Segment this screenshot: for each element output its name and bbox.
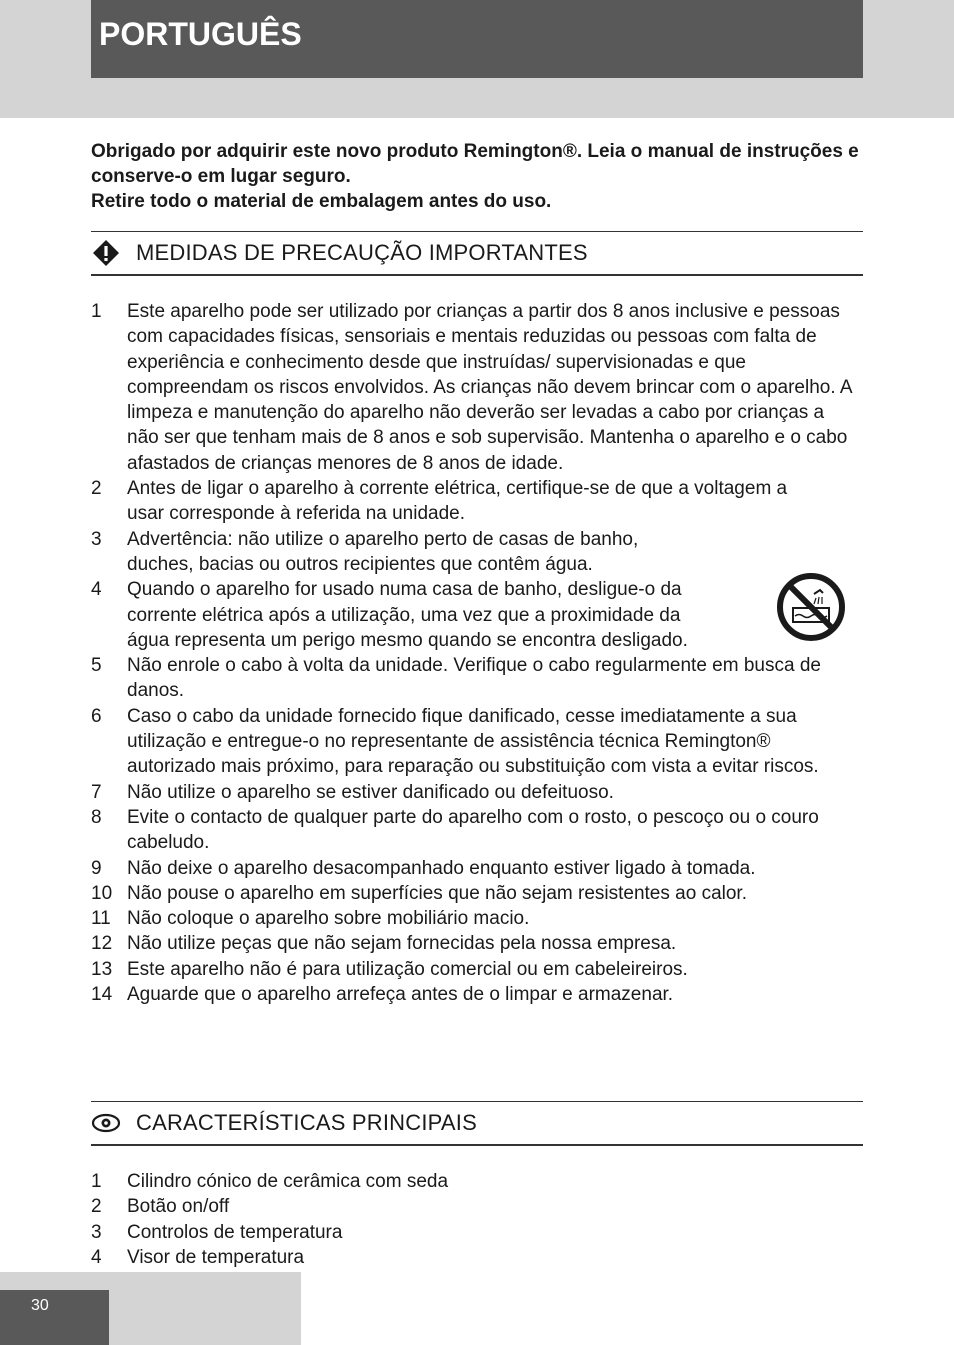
- list-item: [91, 299, 861, 476]
- intro-line-2: Retire todo o material de embalagem antes do uso.: [91, 191, 552, 212]
- list-item: [91, 577, 861, 653]
- item-text: Não utilize o aparelho se estiver danificado ou defeituoso.: [127, 781, 614, 803]
- intro-line-1: Obrigado por adquirir este novo produto Remington®. Leia o manual de instruções e conserve-o em lugar seguro.: [91, 141, 859, 187]
- item-text: Não pouse o aparelho em superfícies que não sejam resistentes ao calor.: [127, 882, 747, 904]
- item-number: 4: [91, 1246, 102, 1268]
- section-features-title: CARACTERÍSTICAS PRINCIPAIS: [136, 1110, 477, 1135]
- eye-icon: [91, 1108, 121, 1138]
- item-text: Não utilize peças que não sejam fornecidas pela nossa empresa.: [127, 933, 677, 955]
- item-number: 6: [91, 705, 102, 727]
- item-text: Evite o contacto de qualquer parte do aparelho com o rosto, o pescoço ou o couro cabeludo.: [127, 806, 819, 854]
- item-text: Advertência: não utilize o aparelho perto de casas de banho, duches, bacias ou outros recipientes que contêm água.: [127, 528, 639, 575]
- item-number: 1: [91, 301, 102, 322]
- item-number: 10: [91, 882, 113, 904]
- item-number: 13: [91, 958, 113, 980]
- list-item: [91, 881, 861, 906]
- section-features-header: [91, 1101, 863, 1146]
- list-item: [91, 931, 861, 956]
- list-item: [91, 906, 861, 931]
- item-text: Botão on/off: [127, 1196, 230, 1218]
- item-text: Aguarde que o aparelho arrefeça antes de o limpar e armazenar.: [127, 984, 674, 1006]
- list-item: [91, 527, 861, 578]
- list-item: [91, 780, 861, 805]
- page-title: PORTUGUÊS: [99, 16, 302, 52]
- list-item: [91, 1245, 861, 1270]
- item-text: Antes de ligar o aparelho à corrente elétrica, certifique-se de que a voltagem a usar corresponde à referida na unidade.: [127, 478, 788, 525]
- item-number: 5: [91, 655, 102, 677]
- item-text: Caso o cabo da unidade fornecido fique danificado, cesse imediatamente a sua utilização e entregue-o no representante de assistência técnica Remington® autorizado mais próximo, para reparação ou substituição com vista a evitar riscos.: [127, 705, 819, 778]
- item-number: 8: [91, 806, 102, 828]
- item-text: Cilindro cónico de cerâmica com seda: [127, 1171, 449, 1192]
- list-item: [91, 982, 861, 1007]
- list-item: [91, 856, 861, 881]
- item-number: 3: [91, 1221, 102, 1243]
- page-number-box: [0, 1290, 109, 1345]
- list-item: [91, 1220, 861, 1245]
- intro-text: [91, 139, 861, 214]
- item-number: 2: [91, 478, 102, 500]
- warning-diamond-icon: [91, 238, 121, 268]
- item-text: Quando o aparelho for usado numa casa de banho, desligue-o da corrente elétrica após a utilização, uma vez que a proximidade da água representa um perigo mesmo quando se encontra desligado.: [127, 579, 688, 651]
- list-item: [91, 1169, 861, 1194]
- page-number: 30: [31, 1297, 49, 1314]
- list-item: [91, 1194, 861, 1219]
- item-number: 9: [91, 857, 102, 879]
- item-number: 11: [91, 908, 111, 930]
- list-item: [91, 476, 861, 527]
- title-bar: [91, 0, 863, 78]
- item-text: Este aparelho pode ser utilizado por crianças a partir dos 8 anos inclusive e pessoas com capacidades físicas, sensoriais e mentais reduzidas ou pessoas com falta de experiência e conhecimento desde que instruídas/ supervisionadas e que compreendam os riscos envolvidos. As crianças não devem brincar com o aparelho. A limpeza e manutenção do aparelho não deverão ser levadas a cabo por crianças a não ser que tenham mais de 8 anos e sob supervisão. Mantenha o aparelho e o cabo afastados de crianças menores de 8 anos de idade.: [127, 301, 852, 474]
- item-number: 14: [91, 984, 113, 1006]
- no-bathtub-warning-icon: [776, 572, 846, 642]
- item-text: Este aparelho não é para utilização comercial ou em cabeleireiros.: [127, 958, 688, 980]
- item-text: Não deixe o aparelho desacompanhado enquanto estiver ligado à tomada.: [127, 857, 756, 879]
- precautions-list: [91, 299, 861, 1007]
- item-number: 7: [91, 781, 102, 803]
- item-number: 1: [91, 1171, 102, 1192]
- item-text: Não coloque o aparelho sobre mobiliário macio.: [127, 908, 530, 930]
- item-number: 12: [91, 933, 113, 955]
- item-text: Controlos de temperatura: [127, 1221, 343, 1243]
- item-number: 2: [91, 1196, 102, 1218]
- list-item: [91, 704, 861, 780]
- item-text: Não enrole o cabo à volta da unidade. Verifique o cabo regularmente em busca de danos.: [127, 655, 821, 702]
- list-item: [91, 957, 861, 982]
- list-item: [91, 653, 861, 704]
- item-number: 3: [91, 528, 102, 550]
- list-item: [91, 805, 861, 856]
- section-precautions-header: [91, 231, 863, 276]
- section-precautions-title: MEDIDAS DE PRECAUÇÃO IMPORTANTES: [136, 240, 588, 265]
- features-list: [91, 1169, 861, 1270]
- item-text: Visor de temperatura: [127, 1246, 305, 1268]
- item-number: 4: [91, 579, 102, 601]
